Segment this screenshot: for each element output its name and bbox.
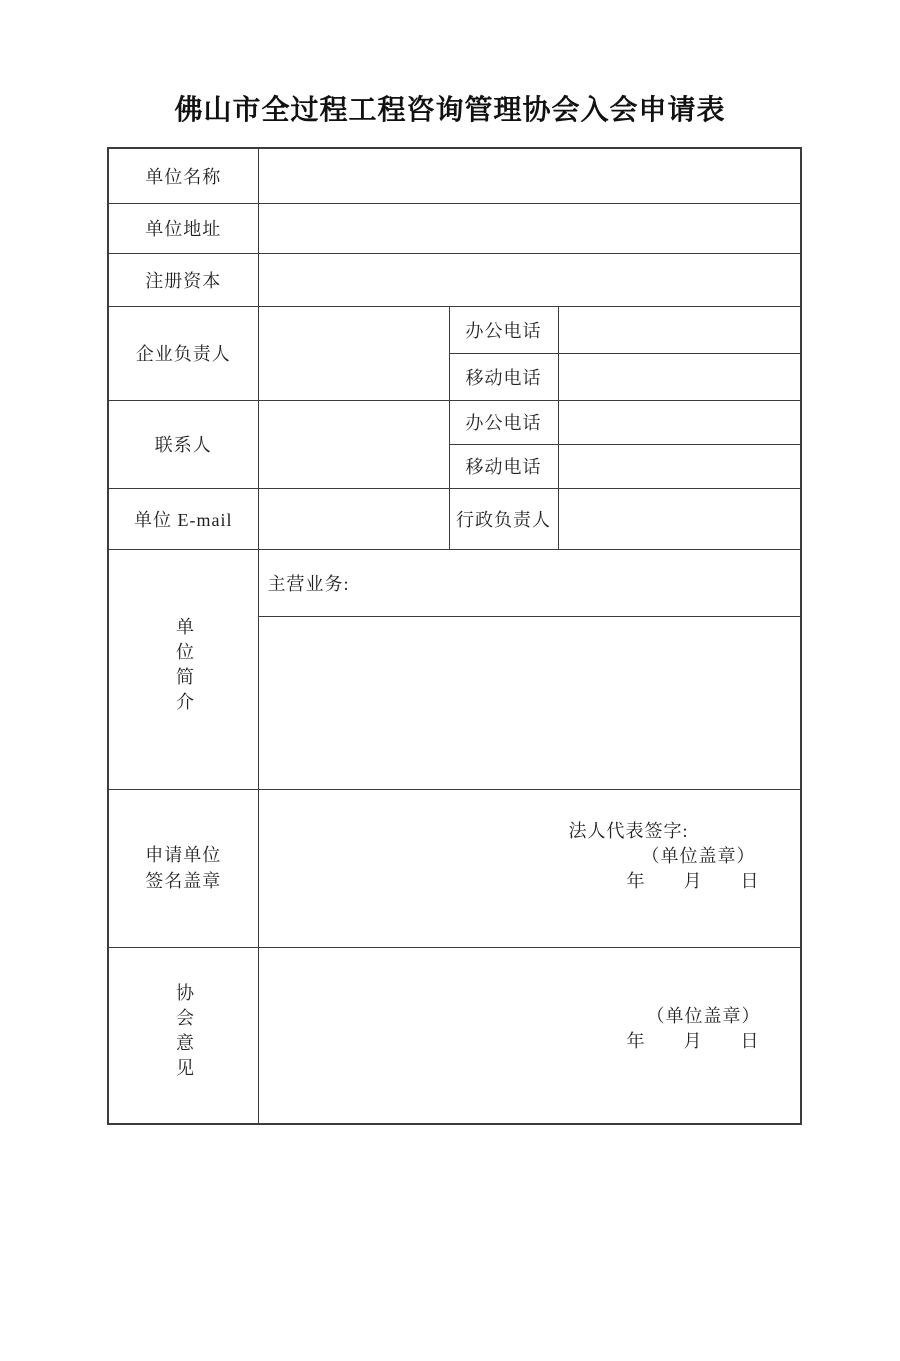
unit-profile-label-text: 单位简介	[174, 616, 195, 717]
enterprise-head-label: 企业负责人	[108, 306, 258, 400]
unit-name-label: 单位名称	[108, 148, 258, 203]
row-enterprise-head-office-phone	[108, 306, 801, 353]
contact-person-mobile-phone-field[interactable]	[558, 444, 801, 488]
admin-head-label: 行政负责人	[449, 488, 558, 549]
association-opinion-label-text: 协会意见	[174, 982, 195, 1083]
enterprise-head-name-field[interactable]	[258, 306, 449, 400]
admin-head-field[interactable]	[558, 488, 801, 549]
applicant-signature-label-line2: 签名盖章	[145, 871, 222, 891]
unit-email-field[interactable]	[258, 488, 449, 549]
contact-person-office-phone-label: 办公电话	[449, 400, 558, 444]
applicant-unit-seal-label: （单位盖章）	[641, 845, 756, 866]
registered-capital-label: 注册资本	[108, 253, 258, 306]
row-registered-capital	[108, 253, 801, 306]
row-unit-email	[108, 488, 801, 549]
row-unit-profile-main-business	[108, 549, 801, 616]
enterprise-head-mobile-phone-field[interactable]	[558, 353, 801, 400]
association-date-label: 年 月 日	[626, 1031, 760, 1052]
unit-profile-description-field[interactable]	[258, 616, 801, 789]
contact-person-name-field[interactable]	[258, 400, 449, 488]
unit-email-label: 单位 E-mail	[108, 488, 258, 549]
association-opinion-label	[108, 947, 258, 1124]
row-association-opinion	[108, 947, 801, 1124]
contact-person-label: 联系人	[108, 400, 258, 488]
association-unit-seal-label: （单位盖章）	[646, 1006, 761, 1027]
association-opinion-field[interactable]	[258, 947, 801, 1124]
applicant-signature-label	[108, 789, 258, 947]
row-contact-person-office-phone	[108, 400, 801, 444]
applicant-signature-field[interactable]	[258, 789, 801, 947]
row-unit-address	[108, 203, 801, 253]
applicant-date-label: 年 月 日	[626, 870, 760, 891]
registered-capital-field[interactable]	[258, 253, 801, 306]
membership-application-form	[107, 147, 802, 1125]
enterprise-head-office-phone-field[interactable]	[558, 306, 801, 353]
page-title: 佛山市全过程工程咨询管理协会入会申请表	[174, 93, 726, 126]
row-applicant-signature	[108, 789, 801, 947]
unit-address-field[interactable]	[258, 203, 801, 253]
row-unit-name	[108, 148, 801, 203]
contact-person-office-phone-field[interactable]	[558, 400, 801, 444]
unit-profile-label	[108, 549, 258, 789]
enterprise-head-office-phone-label: 办公电话	[449, 306, 558, 353]
legal-rep-signature-label: 法人代表签字:	[568, 820, 689, 841]
contact-person-mobile-phone-label: 移动电话	[449, 444, 558, 488]
enterprise-head-mobile-phone-label: 移动电话	[449, 353, 558, 400]
applicant-signature-label-line1: 申请单位	[145, 845, 222, 865]
unit-name-field[interactable]	[258, 148, 801, 203]
main-business-field[interactable]	[258, 549, 801, 616]
main-business-label: 主营业务:	[267, 573, 350, 594]
unit-address-label: 单位地址	[108, 203, 258, 253]
